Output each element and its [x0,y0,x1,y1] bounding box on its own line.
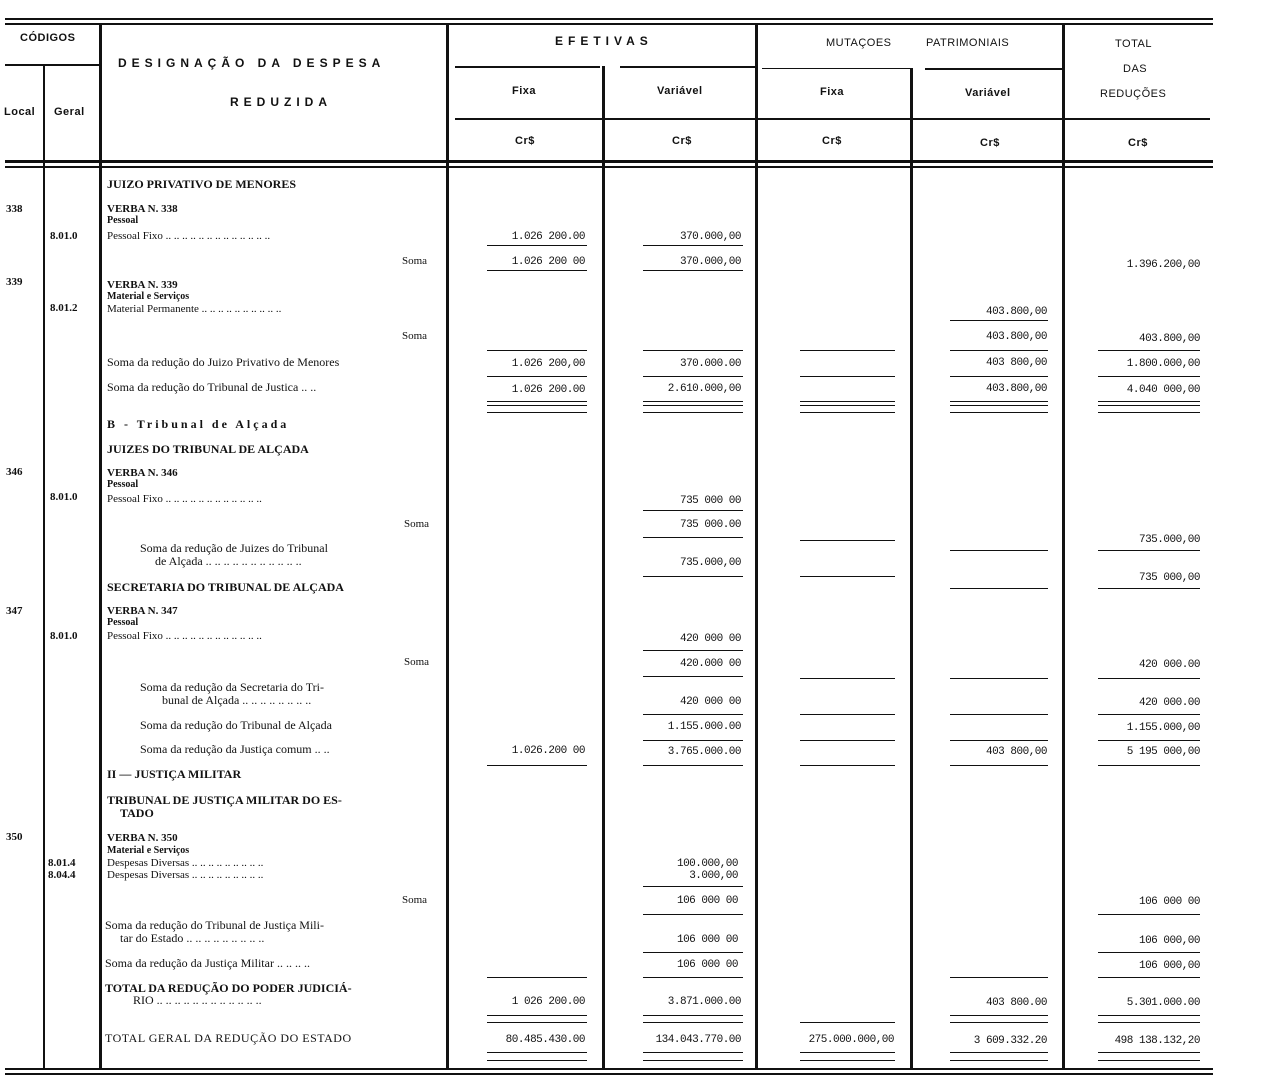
underline [643,1060,743,1061]
underline [487,1022,587,1023]
row-desc: Pessoal Fixo .. .. .. .. .. .. .. .. .. .. .. .. [107,630,262,642]
total-value: 498 138.132,20 [1114,1035,1200,1047]
geral-code: 8.01.0 [50,230,78,242]
underline [1098,914,1200,915]
row-desc-2: bunal de Alçada .. .. .. .. .. .. .. .. [162,693,312,707]
ef-var-value: 420 000 00 [679,633,741,645]
underline [1098,765,1200,766]
underline [950,765,1048,766]
row-desc: Pessoal Fixo .. .. .. .. .. .. .. .. .. .. .. .. .. [107,230,271,242]
underline [643,952,743,953]
underline [800,540,895,541]
header-ef-fixa: Fixa [512,85,537,97]
underline [800,412,895,413]
ef-var-value: 1.155.000.00 [667,721,741,733]
header-mu-fixa: Fixa [820,86,845,98]
double-underline [1098,401,1200,406]
total-value: 106 000,00 [1138,960,1200,972]
row-desc-1: Soma da redução de Juizes do Tribunal [140,541,328,555]
total-value: 420 000.00 [1138,659,1200,671]
total-value: 5.301.000.00 [1126,997,1200,1009]
underline [643,245,743,246]
ef-var-value: 735 000 00 [679,495,741,507]
grand-total-title: TOTAL GERAL DA REDUÇÃO DO ESTADO [105,1031,352,1045]
underline [950,1052,1048,1053]
underline [1098,588,1200,589]
underline [800,1060,895,1061]
row-desc-2: tar do Estado .. .. .. .. .. .. .. .. .. [120,931,265,945]
total-value: 420 000.00 [1138,697,1200,709]
ef-var-value: 420 000 00 [679,696,741,708]
ef-var-value: 106 000 00 [676,895,738,907]
underline [487,1060,587,1061]
underline [487,412,587,413]
total-value: 106 000,00 [1138,935,1200,947]
section-title-1: TRIBUNAL DE JUSTIÇA MILITAR DO ES- [107,793,342,807]
verba-title: VERBA N. 338 [107,203,178,215]
underline [643,376,743,377]
verba-sub: Pessoal [107,215,139,226]
underline [487,1052,587,1053]
underline [643,510,743,511]
underline [950,1060,1048,1061]
bottom-border-2 [5,1073,1213,1075]
underline [643,270,743,271]
top-border-2 [5,23,1213,25]
mu-var-value: 403 800.00 [985,997,1047,1009]
geral-code: 8.01.0 [50,491,78,503]
col-divider-ef-fixa [602,66,605,1068]
underline [950,350,1048,351]
local-code: 339 [6,276,23,288]
header-geral: Geral [54,106,85,118]
underline [643,1052,743,1053]
total-value: 735 000,00 [1138,572,1200,584]
col-divider-efetivas [755,24,758,1068]
underline [487,245,587,246]
verba-title: VERBA N. 346 [107,467,178,479]
currency-mu-fixa: Cr$ [822,135,842,147]
currency-ef-var: Cr$ [672,135,692,147]
ef-fixa-value: 1.026 200,00 [511,358,585,370]
header-total: TOTAL [1115,38,1152,50]
row-desc: Soma da redução da Justiça comum .. .. [140,742,330,756]
mutacoes-underline-fixa [762,68,912,69]
total-value: 4.040 000,00 [1126,384,1200,396]
ef-var-value: 134.043.770.00 [655,1034,741,1046]
efetivas-underline-fixa [455,66,600,68]
header-bottom-border [5,160,1213,163]
currency-total: Cr$ [1128,137,1148,149]
underline [487,977,587,978]
underline [1098,977,1200,978]
verba-sub: Material e Serviços [107,291,190,302]
total-value: 1.155.000,00 [1126,722,1200,734]
ef-var-value: 370.000.00 [679,358,741,370]
underline [800,376,895,377]
underline [800,350,895,351]
underline [950,412,1048,413]
total-value: 735.000,00 [1138,534,1200,546]
soma-label: Soma [402,330,428,342]
col-divider-mu-fixa [910,68,913,1068]
underline [1098,1052,1200,1053]
underline [643,350,743,351]
row-desc: Material Permanente .. .. .. .. .. .. .. .. .. .. [107,303,282,315]
underline [1098,376,1200,377]
header-ef-variavel: Variável [657,85,703,97]
verba-sub: Pessoal [107,617,139,628]
total-value: 5 195 000,00 [1126,746,1200,758]
currency-ef-fixa: Cr$ [515,135,535,147]
underline [950,320,1048,321]
total-value: 1.396.200,00 [1126,259,1200,271]
underline [487,376,587,377]
currency-mu-var: Cr$ [980,137,1000,149]
soma-label: Soma [404,656,430,668]
ef-var-value: 3.000,00 [689,870,738,882]
geral-code: 8.04.4 [48,869,76,881]
double-underline [643,401,743,406]
underline [1098,350,1200,351]
ef-var-value: 370.000,00 [679,231,741,243]
underline [1098,952,1200,953]
local-code: 346 [6,466,23,478]
ef-var-value: 735 000.00 [679,519,741,531]
ef-var-value: 3.871.000.00 [667,996,741,1008]
section-title-2: TADO [120,806,154,820]
underline [800,678,895,679]
total-value: 106 000 00 [1138,896,1200,908]
local-code: 338 [6,203,23,215]
ef-var-value: 106 000 00 [676,959,738,971]
underline [487,350,587,351]
underline [643,740,743,741]
underline [487,270,587,271]
underline [643,676,743,677]
row-desc: Soma da redução do Juizo Privativo de Menores [107,355,340,369]
underline [643,412,743,413]
underline [1098,550,1200,551]
ef-var-value: 2.610.000,00 [667,383,741,395]
underline [950,1015,1048,1016]
header-designacao: DESIGNAÇÃO DA DESPESA [118,56,386,70]
bottom-border [5,1068,1213,1070]
underline [800,576,895,577]
row-desc-1: Despesas Diversas .. .. .. .. .. .. .. .. .. [107,857,264,869]
underline [1098,412,1200,413]
underline [1098,714,1200,715]
ef-var-value: 370.000,00 [679,256,741,268]
mu-var-value: 403 800,00 [985,746,1047,758]
col-divider-geral [99,24,102,1068]
row-desc: Soma da redução do Tribunal de Alçada [140,718,332,732]
header-local: Local [4,106,36,118]
ef-var-value: 735.000,00 [679,557,741,569]
section-title: B - Tribunal de Alçada [107,417,290,431]
header-patrimoniais: PATRIMONIAIS [926,37,1010,49]
header-mutacoes: MUTAÇOES [826,37,892,49]
total-title-1: TOTAL DA REDUÇÃO DO PODER JUDICIÁ- [105,981,352,995]
row-desc-2: Despesas Diversas .. .. .. .. .. .. .. .. .. [107,869,264,881]
geral-code: 8.01.4 [48,857,76,869]
underline [950,550,1048,551]
underline [950,588,1048,589]
mu-var-value: 403.800,00 [985,331,1047,343]
currency-row-line [455,118,1210,120]
mu-var-value: 403.800,00 [985,306,1047,318]
geral-code: 8.01.0 [50,630,78,642]
total-value: 1.800.000,00 [1126,358,1200,370]
ef-fixa-value: 1.026.200 00 [511,745,585,757]
underline [487,1015,587,1016]
col-divider-local [43,66,45,1068]
underline [800,740,895,741]
ef-fixa-value: 1.026 200.00 [511,231,585,243]
underline [643,765,743,766]
section-title: SECRETARIA DO TRIBUNAL DE ALÇADA [107,580,344,594]
header-codigos: CÓDIGOS [20,32,76,44]
verba-sub: Material e Serviços [107,845,190,856]
ef-var-value: 3.765.000.00 [667,746,741,758]
header-mu-variavel: Variável [965,87,1011,99]
ef-var-value: 420.000 00 [679,658,741,670]
row-desc: Soma da redução do Tribunal de Justica .. .. [107,380,317,394]
row-desc: Soma da redução da Justiça Militar .. .. .. .. [105,956,310,970]
underline [643,714,743,715]
mutacoes-underline-var [925,68,1063,70]
section-title: JUIZO PRIVATIVO DE MENORES [107,177,297,191]
underline [950,376,1048,377]
header-reducoes: REDUÇÕES [1100,88,1167,100]
total-value: 403.800,00 [1138,333,1200,345]
underline [1098,1060,1200,1061]
header-bottom-border-2 [5,166,1213,168]
total-title-2: RIO .. .. .. .. .. .. .. .. .. .. .. .. [133,993,262,1007]
underline [950,714,1048,715]
efetivas-underline-var [620,66,755,68]
underline [1098,1015,1200,1016]
col-divider-mutacoes [1062,24,1065,1068]
verba-title: VERBA N. 350 [107,832,178,844]
ef-var-value: 106 000 00 [676,934,738,946]
col-divider-desc [446,24,449,1068]
soma-label: Soma [404,518,430,530]
underline [1098,1022,1200,1023]
double-underline [800,401,895,406]
underline [950,977,1048,978]
underline [643,576,743,577]
row-desc-1: Soma da redução da Secretaria do Tri- [140,680,324,694]
underline [643,1022,743,1023]
underline [950,740,1048,741]
local-code: 347 [6,605,23,617]
ef-fixa-value: 80.485.430.00 [505,1034,585,1046]
row-desc-2: de Alçada .. .. .. .. .. .. .. .. .. .. .. [155,554,302,568]
row-desc: Pessoal Fixo .. .. .. .. .. .. .. .. .. .. .. .. [107,493,262,505]
mu-var-value: 3 609.332.20 [973,1035,1047,1047]
underline [643,914,743,915]
header-efetivas: EFETIVAS [555,34,653,48]
soma-label: Soma [402,255,428,267]
verba-title: VERBA N. 339 [107,279,178,291]
ef-fixa-value: 1.026 200.00 [511,384,585,396]
mu-var-value: 403 800,00 [985,357,1047,369]
underline [487,765,587,766]
underline [950,678,1048,679]
underline [1098,740,1200,741]
underline [643,537,743,538]
codigos-underline [5,64,100,66]
underline [643,886,743,887]
top-border [5,18,1213,20]
header-das: DAS [1123,63,1148,75]
soma-label: Soma [402,894,428,906]
underline [950,1022,1048,1023]
header-reduzida: REDUZIDA [230,95,332,109]
verba-sub: Pessoal [107,479,139,490]
section-title: II — JUSTIÇA MILITAR [107,767,242,781]
underline [1098,678,1200,679]
section-title: JUIZES DO TRIBUNAL DE ALÇADA [107,442,309,456]
row-desc-1: Soma da redução do Tribunal de Justiça Mili- [105,918,324,932]
underline [643,977,743,978]
underline [800,765,895,766]
underline [800,1022,895,1023]
local-code: 350 [6,831,23,843]
ef-var-value: 100.000,00 [676,858,738,870]
mu-fixa-value: 275.000.000,00 [808,1034,894,1046]
double-underline [487,401,587,406]
geral-code: 8.01.2 [50,302,78,314]
underline [643,650,743,651]
verba-title: VERBA N. 347 [107,605,178,617]
mu-var-value: 403.800,00 [985,383,1047,395]
underline [800,714,895,715]
ef-fixa-value: 1.026 200 00 [511,256,585,268]
ef-fixa-value: 1 026 200.00 [511,996,585,1008]
underline [643,1015,743,1016]
double-underline [950,401,1048,406]
underline [800,1052,895,1053]
